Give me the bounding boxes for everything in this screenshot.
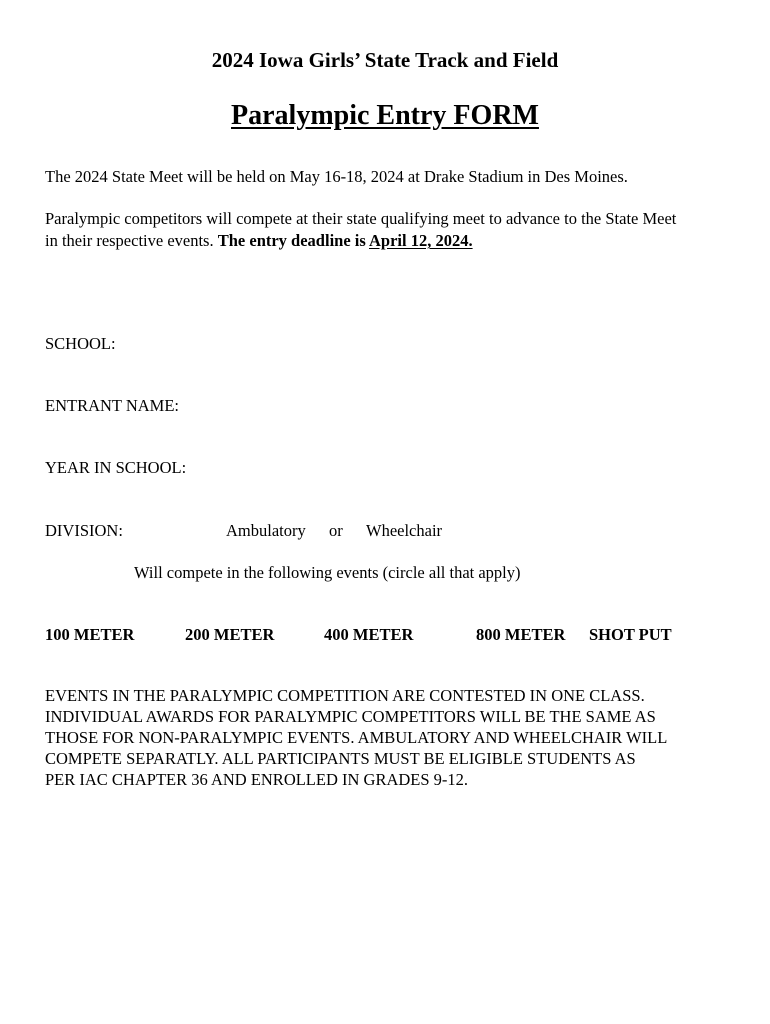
school-field-label: SCHOOL: [45, 334, 116, 353]
qualifying-info-continued: in their respective events. [45, 231, 218, 250]
event-200-meter[interactable]: 200 METER [185, 625, 275, 644]
division-option-wheelchair[interactable]: Wheelchair [366, 521, 443, 540]
notice-line: COMPETE SEPARATLY. ALL PARTICIPANTS MUST BE ELIGIBLE STUDENTS AS [45, 749, 636, 768]
deadline-line [45, 231, 473, 251]
event-800-meter[interactable]: 800 METER [476, 625, 566, 644]
notice-line: THOSE FOR NON-PARALYMPIC EVENTS. AMBULATORY AND WHEELCHAIR WILL [45, 728, 668, 747]
entrant-name-field-label: ENTRANT NAME: [45, 396, 179, 415]
notice-line: PER IAC CHAPTER 36 AND ENROLLED IN GRADES 9-12. [45, 770, 469, 789]
event-shot-put[interactable]: SHOT PUT [589, 625, 672, 644]
form-heading: Paralympic Entry FORM [231, 100, 539, 131]
notice-line: EVENTS IN THE PARALYMPIC COMPETITION ARE CONTESTED IN ONE CLASS. [45, 686, 645, 705]
division-option-ambulatory[interactable]: Ambulatory [226, 521, 306, 540]
event-400-meter[interactable]: 400 METER [324, 625, 414, 644]
document-title: 2024 Iowa Girls’ State Track and Field [211, 48, 559, 72]
year-in-school-field-label: YEAR IN SCHOOL: [45, 458, 187, 477]
division-option-separator: or [329, 521, 343, 540]
deadline-date: April 12, 2024. [369, 231, 473, 250]
meet-info-text: The 2024 State Meet will be held on May 16-18, 2024 at Drake Stadium in Des Moines. [45, 167, 628, 186]
qualifying-info-text: Paralympic competitors will compete at their state qualifying meet to advance to the State Meet [45, 209, 677, 228]
events-instruction: Will compete in the following events (circle all that apply) [134, 563, 521, 582]
division-field-label: DIVISION: [45, 521, 123, 540]
notice-line: INDIVIDUAL AWARDS FOR PARALYMPIC COMPETITORS WILL BE THE SAME AS [45, 707, 656, 726]
event-100-meter[interactable]: 100 METER [45, 625, 135, 644]
deadline-label: The entry deadline is [217, 231, 369, 250]
